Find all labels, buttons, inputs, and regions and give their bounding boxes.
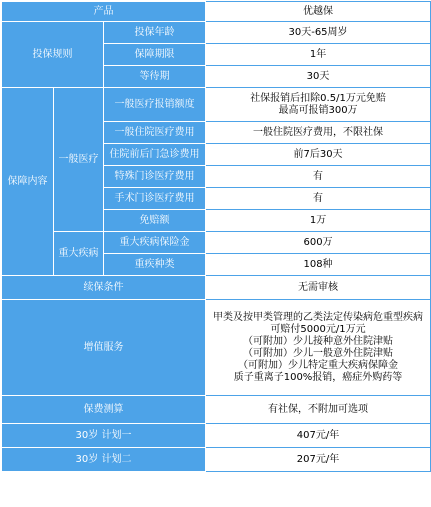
row-label: 一般医疗报销额度 — [104, 88, 206, 122]
premium-calc-value: 有社保，不附加可选项 — [206, 396, 431, 424]
insurance-comparison-table — [1, 1, 431, 472]
table-row-renewal — [2, 276, 431, 300]
row-label: 住院前后门急诊费用 — [104, 144, 206, 166]
row-value: 30天-65周岁 — [206, 22, 431, 44]
critical-illness-group-label: 重大疾病 — [54, 232, 104, 276]
row-label: 一般住院医疗费用 — [104, 122, 206, 144]
row-value: 有 — [206, 166, 431, 188]
rules-group-label: 投保规则 — [2, 22, 104, 88]
table-row-premium — [2, 396, 431, 424]
value-line: （可附加）少儿接种意外住院津贴 — [243, 335, 394, 347]
row-value: 一般住院医疗费用，不限社保 — [206, 122, 431, 144]
value-added-label: 增值服务 — [2, 300, 206, 396]
premium-calc-label: 保费测算 — [2, 396, 206, 424]
plan-2-label: 30岁 计划二 — [2, 448, 206, 472]
value-line: 可赔付5000元/1万元 — [270, 323, 366, 335]
row-label: 免赔额 — [104, 210, 206, 232]
table-row-value-added — [2, 300, 431, 396]
row-value: 前7后30天 — [206, 144, 431, 166]
row-value: 600万 — [206, 232, 431, 254]
value-line: 甲类及按甲类管理的乙类法定传染病危重型疾病 — [213, 311, 424, 323]
row-label: 重疾种类 — [104, 254, 206, 276]
row-label: 特殊门诊医疗费用 — [104, 166, 206, 188]
row-label: 保障期限 — [104, 44, 206, 66]
table-row-plan-2 — [2, 448, 431, 472]
table-row — [2, 232, 431, 254]
general-medical-group-label: 一般医疗 — [54, 88, 104, 232]
value-line: （可附加）少儿特定重大疾病保障金 — [238, 359, 399, 371]
row-value: 1年 — [206, 44, 431, 66]
row-label: 等待期 — [104, 66, 206, 88]
value-line: 最高可报销300万 — [278, 104, 358, 116]
row-value: 1万 — [206, 210, 431, 232]
table-row-plan-1 — [2, 424, 431, 448]
row-label: 重大疾病保险金 — [104, 232, 206, 254]
product-label: 产品 — [2, 2, 206, 22]
row-value: 30天 — [206, 66, 431, 88]
value-line: 社保报销后扣除0.5/1万元免赔 — [250, 92, 386, 104]
row-value: 108种 — [206, 254, 431, 276]
table-row — [2, 88, 431, 122]
renewal-value: 无需审核 — [206, 276, 431, 300]
row-label: 手术门诊医疗费用 — [104, 188, 206, 210]
coverage-group-label: 保障内容 — [2, 88, 54, 276]
row-value: 有 — [206, 188, 431, 210]
table-row — [2, 22, 431, 44]
renewal-label: 续保条件 — [2, 276, 206, 300]
plan-1-label: 30岁 计划一 — [2, 424, 206, 448]
product-value: 优越保 — [206, 2, 431, 22]
value-line: （可附加）少儿一般意外住院津贴 — [243, 347, 394, 359]
table-row-product — [2, 2, 431, 22]
plan-2-value: 207元/年 — [206, 448, 431, 472]
row-label: 投保年龄 — [104, 22, 206, 44]
plan-1-value: 407元/年 — [206, 424, 431, 448]
row-value-multiline — [206, 88, 431, 122]
value-added-multiline — [206, 300, 431, 396]
value-line: 质子重离子100%报销，癌症外购药等 — [233, 371, 403, 383]
